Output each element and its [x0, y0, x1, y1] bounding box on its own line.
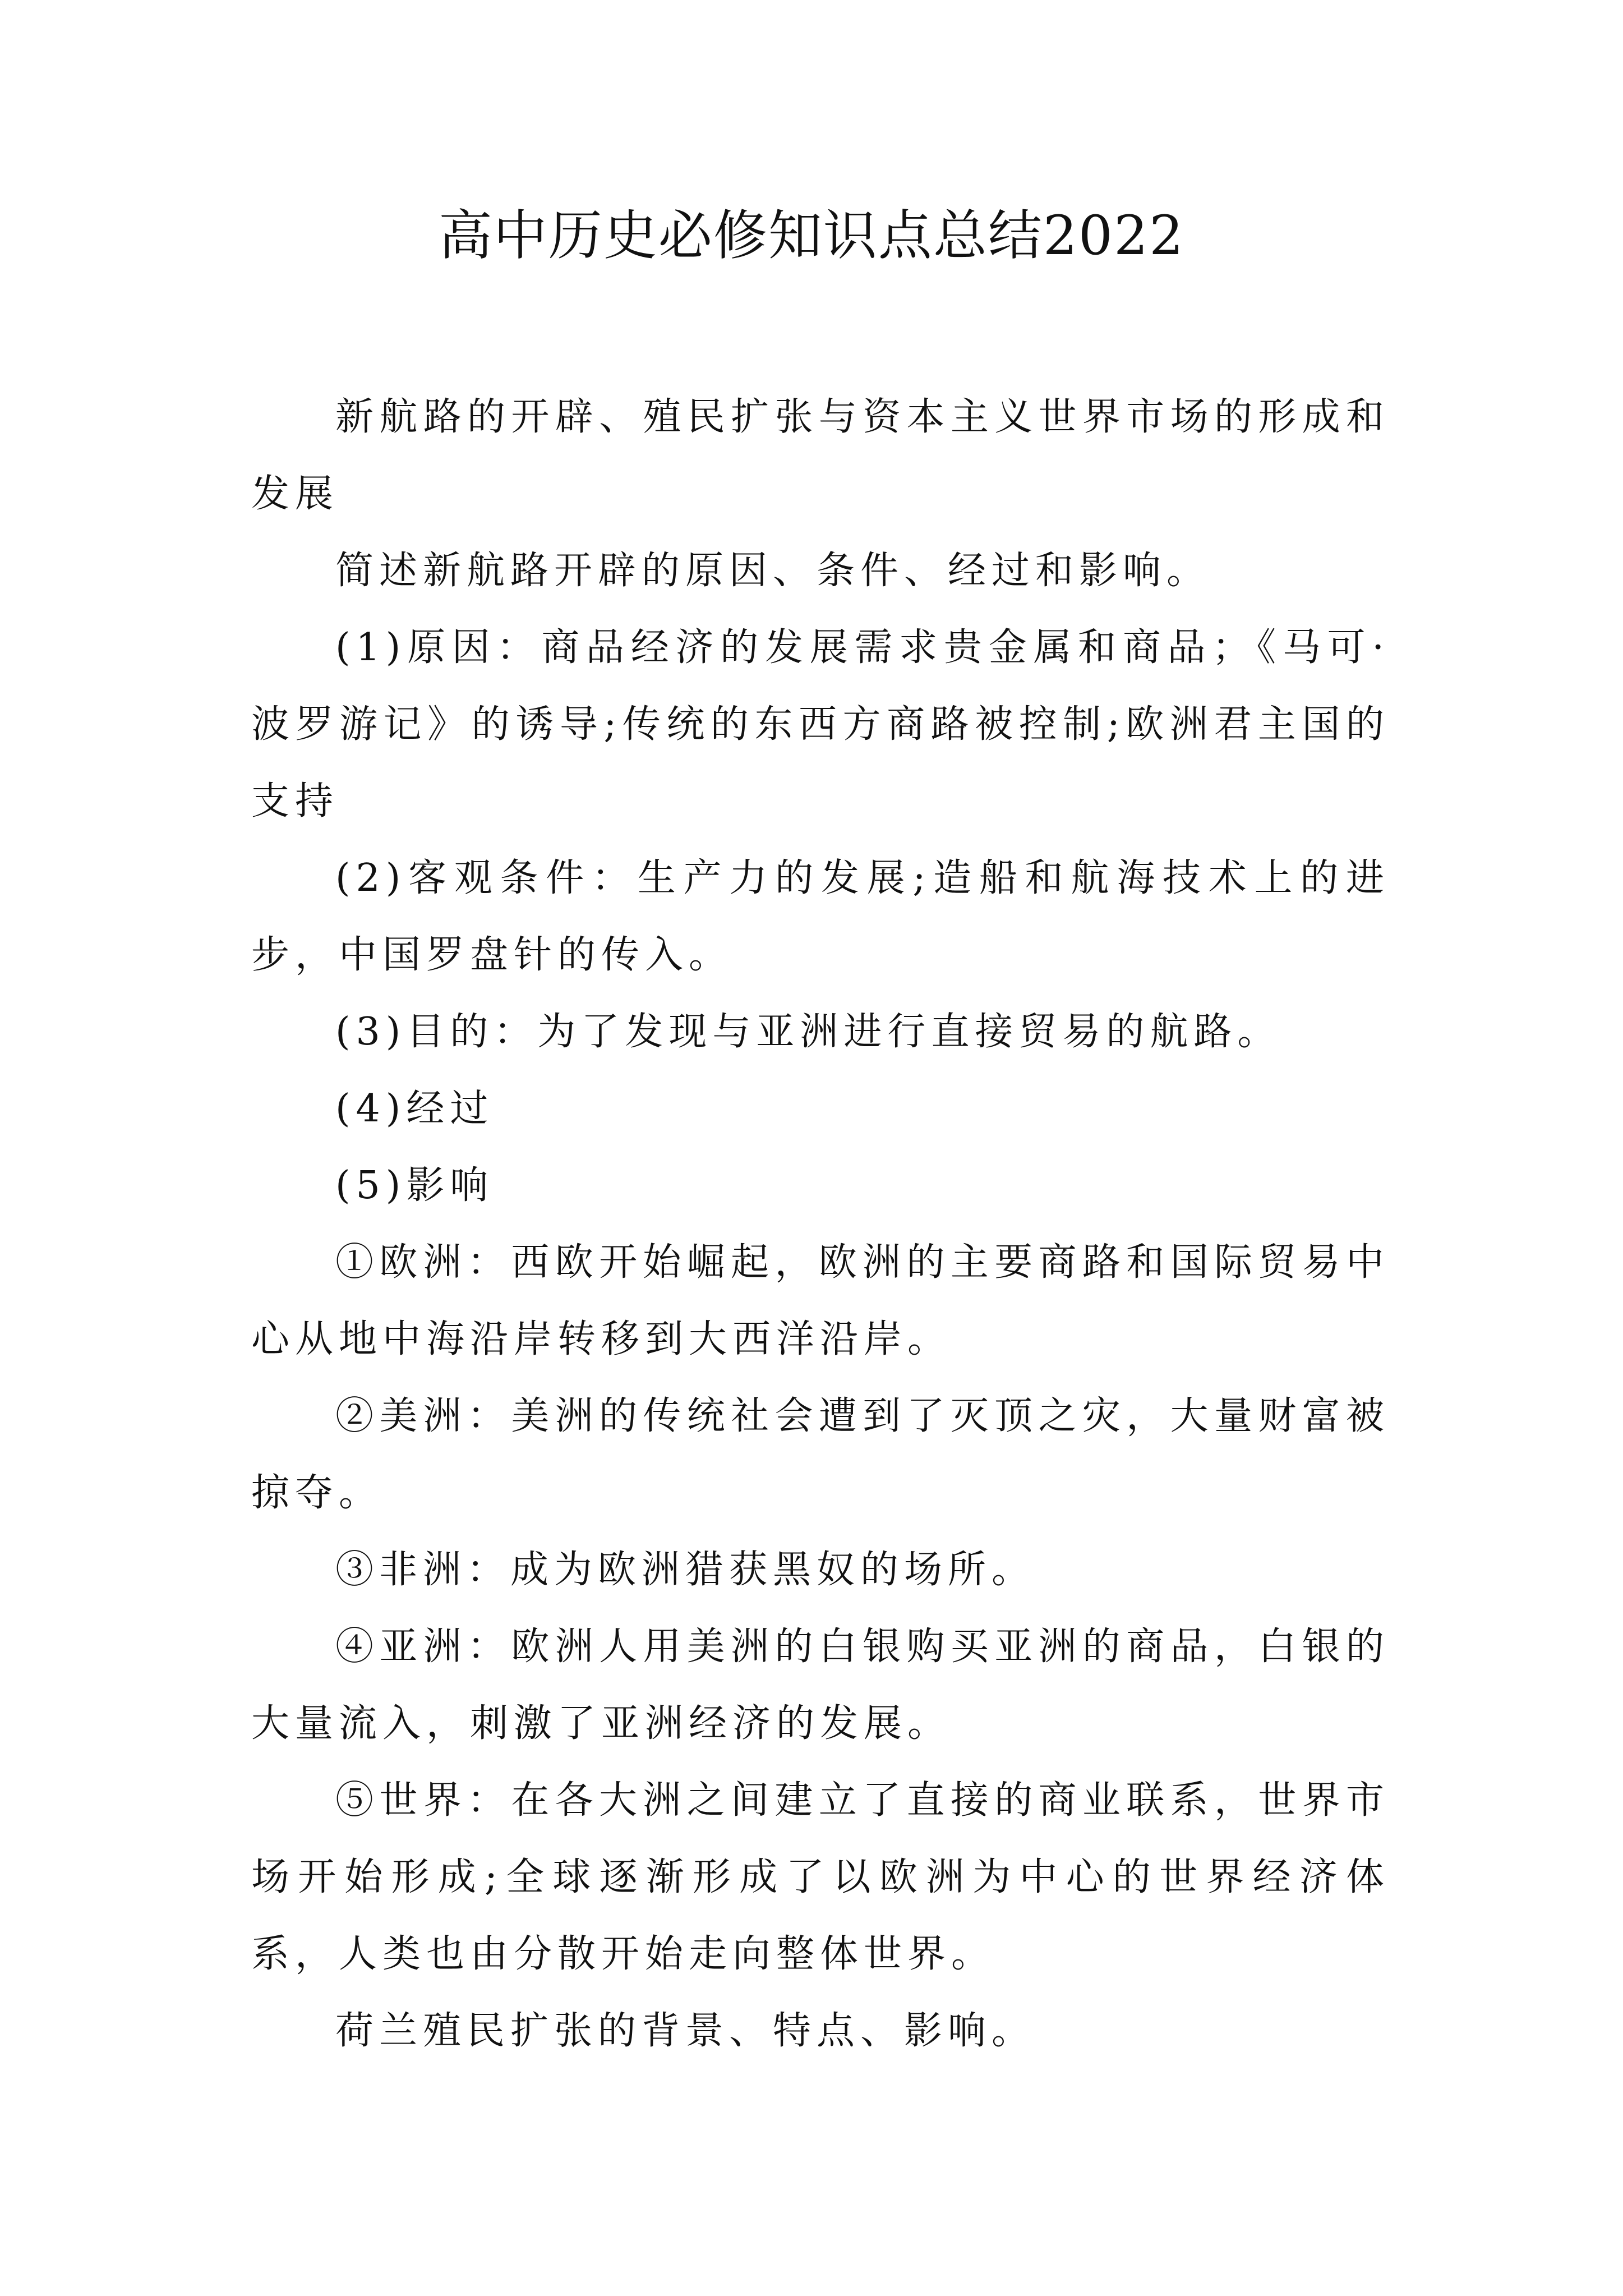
paragraph-impact: (5)影响: [335, 1163, 494, 1208]
paragraph-impact-europe: ①欧洲：西欧开始崛起，欧洲的主要商路和国际贸易中心从地中海沿岸转移到大西洋沿岸。: [251, 1240, 1390, 1361]
paragraph-impact-africa: ③非洲：成为欧洲猎获黑奴的场所。: [335, 1548, 1036, 1592]
paragraph-netherlands: 荷兰殖民扩张的背景、特点、影响。: [335, 2009, 1036, 2053]
paragraph-process: (4)经过: [335, 1087, 494, 1131]
paragraph-impact-asia: ④亚洲：欧洲人用美洲的白银购买亚洲的商品，白银的大量流入，刺激了亚洲经济的发展。: [251, 1625, 1390, 1746]
paragraph-purpose: (3)目的：为了发现与亚洲进行直接贸易的航路。: [335, 1010, 1281, 1054]
document-body: [251, 379, 1390, 2069]
paragraph-impact-world: ⑤世界：在各大洲之间建立了直接的商业联系，世界市场开始形成;全球逐渐形成了以欧洲为中心的世界经济体系，人类也由分散开始走向整体世界。: [251, 1778, 1390, 1976]
paragraph-impact-america: ②美洲：美洲的传统社会遭到了灭顶之灾，大量财富被掠夺。: [251, 1394, 1390, 1515]
paragraph-conditions: (2)客观条件：生产力的发展;造船和航海技术上的进步，中国罗盘针的传入。: [251, 856, 1390, 977]
paragraph-cause: (1)原因：商品经济的发展需求贵金属和商品；《马可·波罗游记》的诱导;传统的东西方商路被控制;欧洲君主国的支持: [251, 625, 1390, 823]
paragraph-heading: 新航路的开辟、殖民扩张与资本主义世界市场的形成和发展: [251, 395, 1390, 516]
document-title: 高中历史必修知识点总结2022: [438, 204, 1185, 267]
paragraph-question: 简述新航路开辟的原因、条件、经过和影响。: [335, 549, 1211, 593]
